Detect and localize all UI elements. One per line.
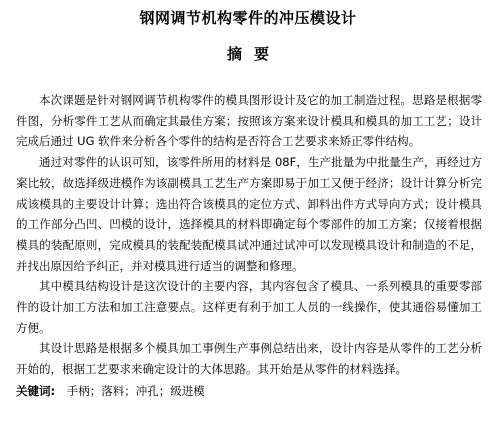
keywords-label: 关键词: [16, 383, 56, 398]
abstract-paragraph-4: 其设计思路是根据多个模具加工事例生产事例总结出来，设计内容是从零件的工艺分析开始的，根据工艺要求来确定设计的大体思路。其开始是从零件的材料选择。 [16, 341, 482, 377]
document-title: 钢网调节机构零件的冲压模设计 [139, 9, 357, 27]
keywords-line [16, 381, 482, 402]
abstract-body [16, 90, 482, 402]
abstract-heading: 摘要 [226, 45, 281, 63]
abstract-paragraph-3: 其中模具结构设计是这次设计的主要内容，其内容包含了模具、一系列模具的重要零部件的设计加工方法和加工注意要点。这样更有利于加工人员的一线操作，使其通俗易懂加工方便。 [16, 279, 482, 335]
abstract-paragraph-1: 本次课题是针对钢网调节机构零件的模具图形设计及它的加工制造过程。思路是根据零件图，分析零件工艺从而确定其最佳方案；按照该方案来设计模具和模具的加工工艺；设计完成后通过 UG 软件来分析各个零件的结构是否符合工艺要求来矫正零件结构。 [16, 93, 482, 149]
keywords-text: 手柄；落料；冲孔；级进模 [66, 383, 205, 398]
abstract-paragraph-2: 通过对零件的认识可知，该零件所用的材料是 08F，生产批量为中批量生产，再经过方案比较，故选择级进模作为该副模具工艺生产方案即易于加工又便于经济；设计计算分析完成该模具的主要设计计算；选出符合该模具的定位方式、卸料出件方式导向方式；设计模具的工作部分凸凹、凹模的设计，选择模具的材料即确定每个零部件的加工方案；仅接着根据模具的装配原则，完成模具的装配装配模具试冲通过试冲可以发现模具设计和制造的不足，并找出原因给予纠正，并对模具进行适当的调整和修理。 [16, 155, 482, 273]
